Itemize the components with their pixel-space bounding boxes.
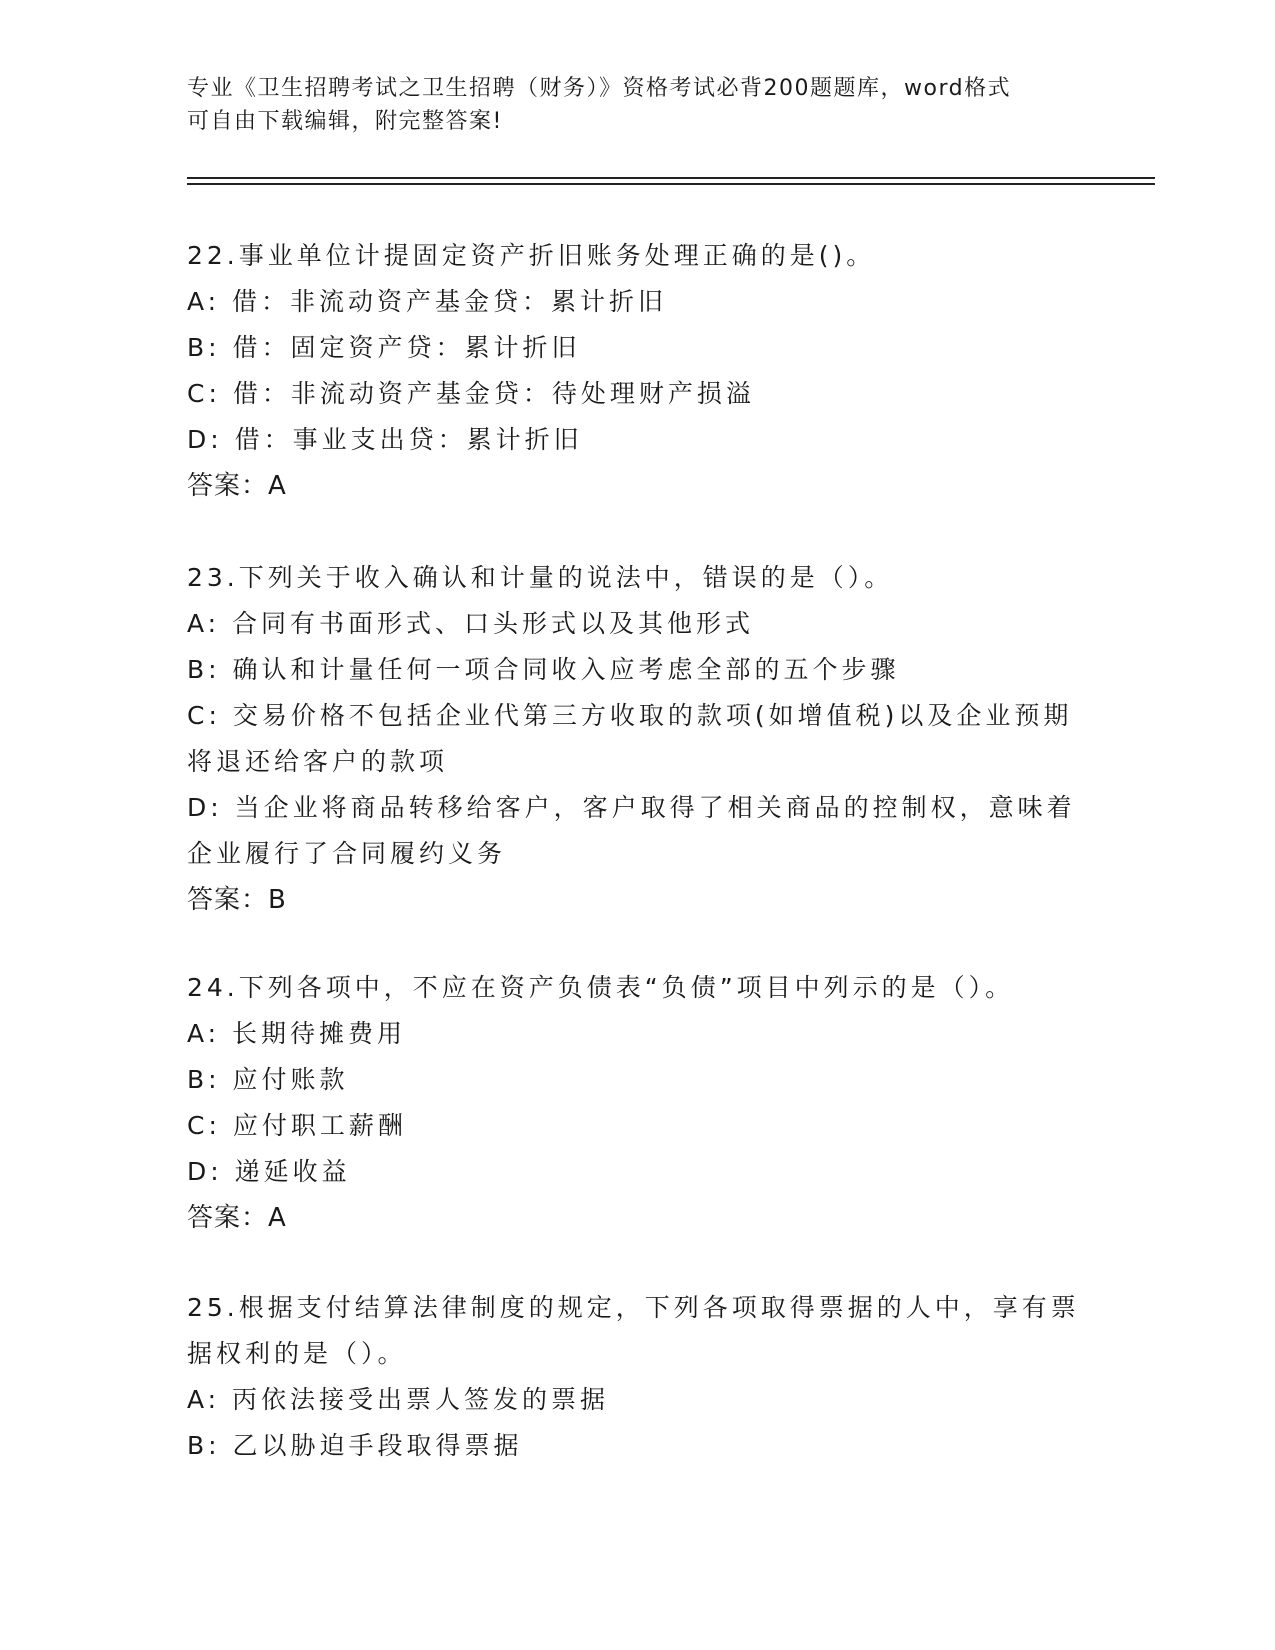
option-d: D: 当企业将商品转移给客户，客户取得了相关商品的控制权，意味着 [187, 793, 1076, 822]
option-a: A: 借：非流动资产基金贷：累计折旧 [187, 287, 668, 316]
header-divider-bottom [187, 183, 1155, 185]
question-23 [187, 555, 1087, 923]
option-a: A: 丙依法接受出票人签发的票据 [187, 1385, 610, 1414]
answer-label: 答案：A [187, 471, 287, 501]
question-24 [187, 965, 1087, 1241]
option-a: A: 合同有书面形式、口头形式以及其他形式 [187, 609, 755, 638]
document-header [187, 72, 1087, 138]
question-25 [187, 1285, 1087, 1469]
answer-label: 答案：B [187, 885, 287, 915]
header-line-1: 专业《卫生招聘考试之卫生招聘（财务）》资格考试必背200题题库，word格式 [187, 76, 1012, 101]
option-b: B: 确认和计量任何一项合同收入应考虑全部的五个步骤 [187, 655, 900, 684]
question-stem: 24.下列各项中，不应在资产负债表“负债”项目中列示的是（）。 [187, 973, 1015, 1002]
option-c: C: 借：非流动资产基金贷：待处理财产损溢 [187, 379, 755, 408]
option-b: B: 乙以胁迫手段取得票据 [187, 1431, 523, 1460]
option-b: B: 借：固定资产贷：累计折旧 [187, 333, 581, 362]
option-b: B: 应付账款 [187, 1065, 349, 1094]
answer-label: 答案：A [187, 1203, 287, 1233]
option-c: C: 交易价格不包括企业代第三方收取的款项(如增值税)以及企业预期 [187, 701, 1073, 730]
option-d-continued: 企业履行了合同履约义务 [187, 839, 507, 868]
question-stem-continued: 据权利的是（）。 [187, 1339, 407, 1368]
option-c: C: 应付职工薪酬 [187, 1111, 407, 1140]
header-line-2: 可自由下载编辑，附完整答案! [187, 109, 503, 134]
option-c-continued: 将退还给客户的款项 [187, 747, 449, 776]
option-d: D: 递延收益 [187, 1157, 351, 1186]
option-a: A: 长期待摊费用 [187, 1019, 407, 1048]
question-stem: 25.根据支付结算法律制度的规定，下列各项取得票据的人中，享有票 [187, 1293, 1080, 1322]
option-d: D: 借：事业支出贷：累计折旧 [187, 425, 583, 454]
question-stem: 22.事业单位计提固定资产折旧账务处理正确的是()。 [187, 241, 876, 270]
question-stem: 23.下列关于收入确认和计量的说法中，错误的是（）。 [187, 563, 894, 592]
header-divider-top [187, 177, 1155, 179]
question-22 [187, 233, 1087, 509]
